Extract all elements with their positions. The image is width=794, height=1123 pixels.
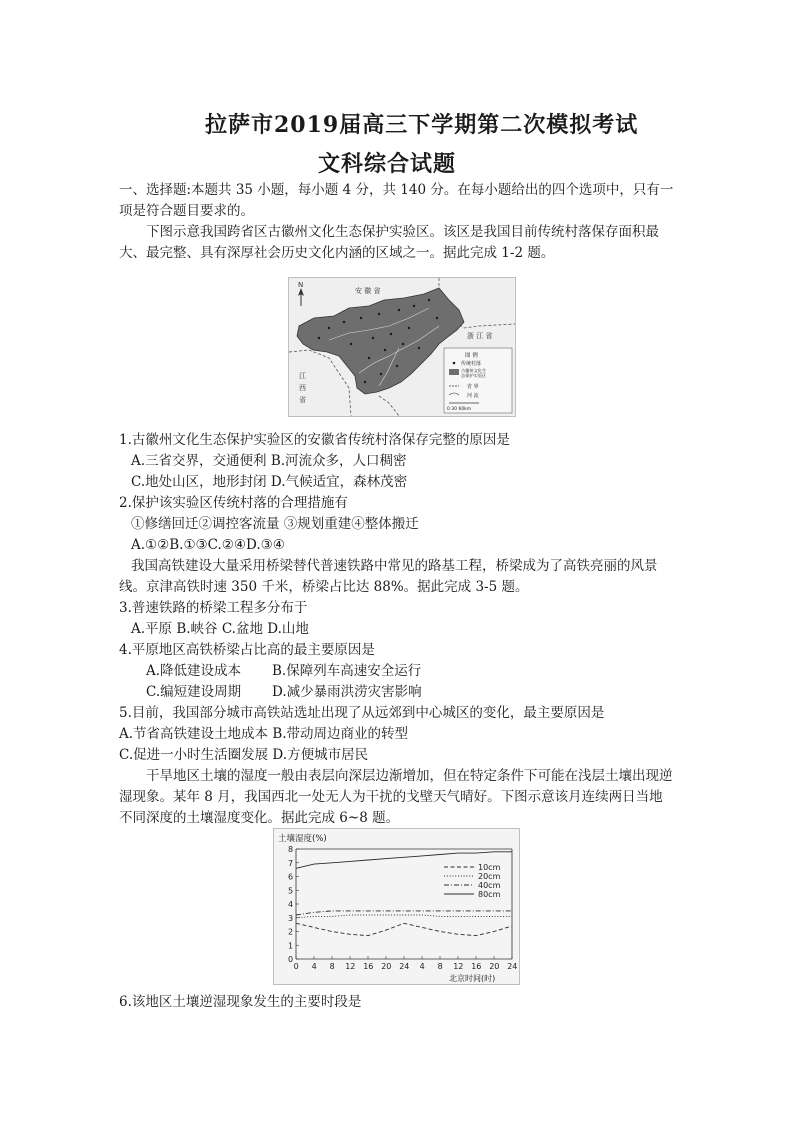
question-4-option-a: A.降低建设成本	[146, 663, 242, 679]
passage-1	[119, 222, 675, 264]
soil-moisture-chart	[273, 828, 520, 985]
map-legend	[444, 348, 512, 413]
page-subtitle: 文科综合试题	[318, 151, 457, 177]
chart-legend-label: 40cm	[478, 881, 501, 890]
chart-xlabel: 北京时间(时)	[449, 974, 496, 983]
chart-x-tick-label: 12	[345, 962, 356, 971]
question-3-options: A.平原 B.峡谷 C.盆地 D.山地	[131, 621, 309, 637]
anhui-label: 安 徽 省	[355, 287, 381, 295]
chart-x-tick-label: 24	[507, 962, 518, 971]
legend-river-label: 河 流	[467, 393, 479, 399]
north-label: N	[298, 281, 304, 289]
section-intro-line2: 项是符合题目要求的。	[119, 203, 254, 219]
chart-y-tick-label: 7	[288, 858, 294, 868]
chart-x-tick-label: 20	[489, 962, 500, 971]
map-figure	[288, 277, 516, 417]
chart-legend-label: 20cm	[478, 872, 501, 881]
passage-1-text: 下图示意我国跨省区古徽州文化生态保护实验区。该区是我国目前传统村落保存面积最大、最完整、具有深厚社会历史文化内涵的区域之一。据此完成 1-2 题。	[119, 224, 659, 261]
question-1: 1.古徽州文化生态保护实验区的安徽省传统村洛保存完整的原因是	[119, 432, 510, 448]
question-2-options: A.①②B.①③C.②④D.③④	[131, 537, 285, 553]
chart-y-tick-label: 6	[288, 872, 294, 882]
chart-y-tick-label: 1	[288, 941, 294, 951]
chart-y-tick-label: 8	[288, 845, 294, 854]
map-svg	[289, 278, 515, 416]
chart-y-tick-label: 4	[288, 900, 294, 909]
chart-x-tick-label: 8	[329, 962, 335, 971]
chart-x-tick-label: 8	[437, 962, 443, 971]
chart-y-tick-label: 2	[288, 927, 294, 937]
chart-x-tick-label: 16	[471, 962, 482, 971]
question-3: 3.普速铁路的桥梁工程多分布于	[119, 600, 308, 616]
question-6: 6.该地区土壤逆湿现象发生的主要时段是	[119, 994, 362, 1010]
chart-series-20cm	[296, 915, 512, 918]
chart-legend-label: 10cm	[478, 863, 501, 872]
scale-label: 0 30 60km	[447, 407, 472, 412]
legend-zone-label-1: 古徽州文化生	[461, 368, 487, 373]
chart-series-10cm	[296, 923, 512, 935]
chart-x-tick-label: 24	[399, 962, 410, 971]
passage-2-line2: 线。京津高铁时速 350 千米，桥梁占比达 88%。据此完成 3-5 题。	[119, 579, 529, 595]
chart-x-tick-label: 0	[293, 962, 299, 971]
chart-y-tick-label: 5	[288, 886, 294, 896]
chart-x-tick-label: 16	[363, 962, 374, 971]
chart-ylabel: 土壤湿度(%)	[278, 834, 327, 844]
legend-zone-icon	[449, 369, 459, 375]
question-5-options-cd: C.促进一小时生活圈发展 D.方便城市居民	[119, 747, 369, 763]
passage-3-text: 干旱地区土壤的湿度一般由表层向深层边渐增加，但在特定条件下可能在浅层土壤出现逆湿现象。某年 8 月，我国西北一处无人为干扰的戈壁天气晴好。下图示意该月连续两日当地不同深度的土壤湿度变化。据此完成 6~8 题。	[119, 768, 673, 826]
legend-village-icon	[453, 362, 456, 365]
question-4: 4.平原地区高铁桥梁占比高的最主要原因是	[119, 642, 375, 658]
chart-x-tick-label: 4	[419, 962, 425, 971]
jiangxi-label-3: 省	[299, 396, 306, 404]
zhejiang-label: 浙 江 省	[467, 332, 493, 340]
passage-3	[119, 766, 675, 829]
page-title: 拉萨市2019届高三下学期第二次模拟考试	[205, 112, 639, 138]
section-intro-line1: 一、选择题:本题共 35 小题，每小题 4 分，共 140 分。在每小题给出的四个选项中，只有一	[119, 182, 674, 198]
question-4-option-b: B.保障列车高速安全运行	[272, 663, 422, 679]
question-2-items: ①修缮回迁②调控客流量 ③规划重建④整体搬迁	[131, 516, 419, 532]
chart-legend-label: 80cm	[478, 890, 501, 899]
legend-village-label: 传统村落	[461, 361, 482, 367]
legend-title: 图 例	[465, 353, 478, 359]
question-5-options-ab: A.节省高铁建设土地成本 B.带动周边商业的转型	[119, 726, 409, 742]
legend-zone-label-2: 态保护实验区	[461, 373, 487, 378]
legend-border-label: 省 界	[467, 384, 479, 390]
chart-y-tick-label: 0	[288, 955, 294, 964]
chart-x-tick-label: 4	[311, 962, 317, 971]
chart-svg	[274, 829, 519, 984]
question-1-options-cd: C.地处山区，地形封闭 D.气候适宜，森林茂密	[131, 474, 408, 490]
question-5: 5.目前，我国部分城市高铁站选址出现了从远郊到中心城区的变化，最主要原因是	[119, 705, 605, 721]
question-4-option-d: D.减少暴雨洪涝灾害影响	[272, 684, 422, 700]
chart-series-40cm	[296, 911, 512, 915]
jiangxi-label-1: 江	[299, 372, 306, 380]
jiangxi-label-2: 西	[299, 384, 306, 392]
chart-y-tick-label: 3	[288, 913, 294, 923]
chart-x-tick-label: 20	[381, 962, 392, 971]
question-2: 2.保护该实验区传统村落的合理措施有	[119, 495, 348, 511]
chart-x-tick-label: 12	[453, 962, 464, 971]
question-4-option-c: C.编短建设周期	[146, 684, 242, 700]
question-1-options-ab: A.三省交界，交通便利 B.河流众多，人口稠密	[131, 453, 407, 469]
passage-2-line1: 我国高铁建设大量采用桥梁替代普速铁路中常见的路基工程，桥梁成为了高铁亮丽的风景	[131, 558, 658, 574]
